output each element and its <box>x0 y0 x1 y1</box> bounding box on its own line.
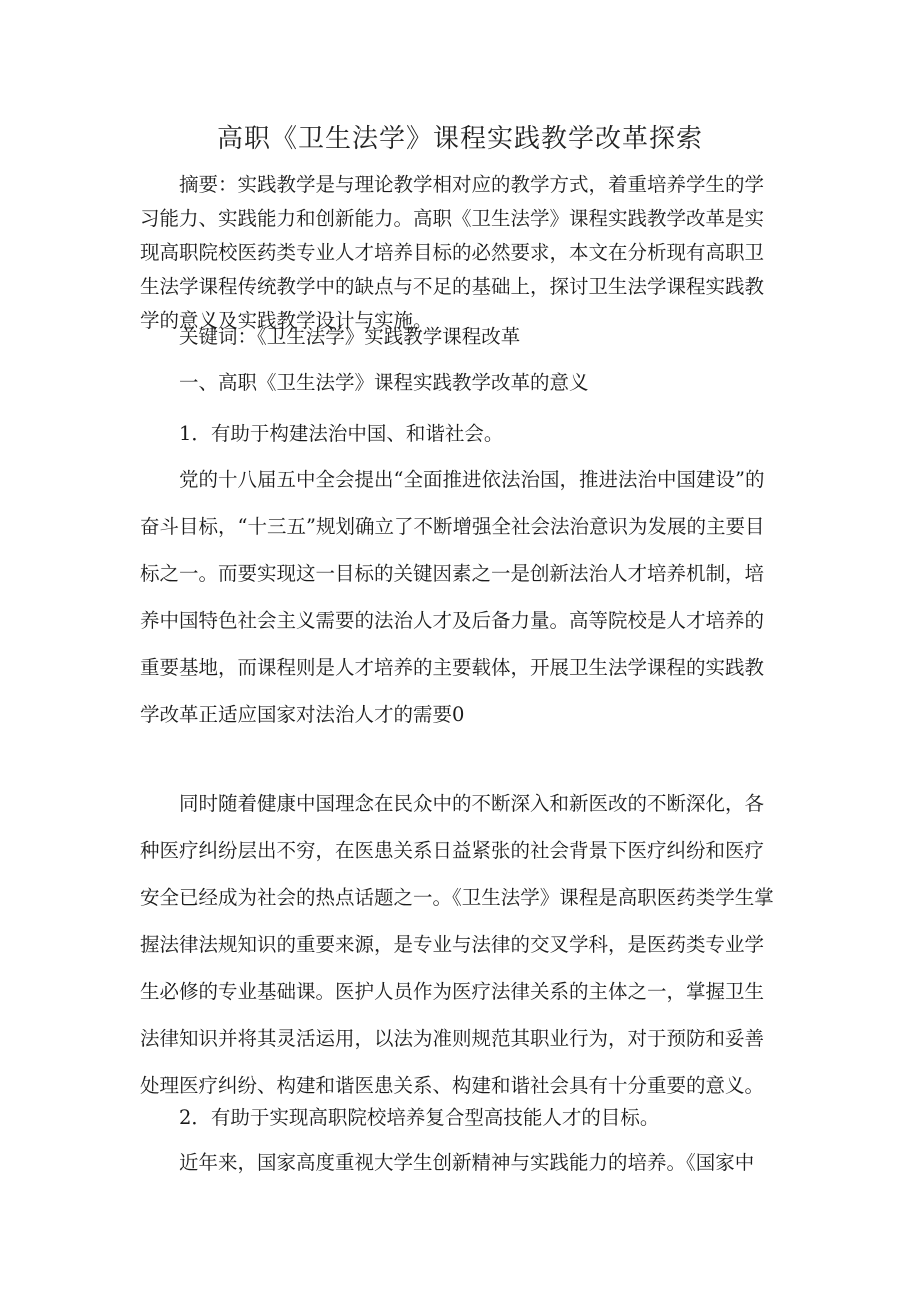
subsection-1-heading: 1．有助于构建法治中国、和谐社会。 <box>179 422 504 445</box>
abstract-paragraph: 摘要：实践教学是与理论教学相对应的教学方式，着重培养学生的学习能力、实践能力和创新能力。高职《卫生法学》课程实践教学改革是实现高职院校医药类专业人才培养目标的必然要求，本文在分析现有高职卫生法学课程传统教学中的缺点与不足的基础上，探讨卫生法学课程实践教学的意义及实践教学设计与实施。 <box>140 173 765 332</box>
keywords-line: 关键词：《卫生法学》实践教学课程改革 <box>179 325 521 348</box>
subsection-2-heading: 2．有助于实现高职院校培养复合型高技能人才的目标。 <box>179 1106 660 1129</box>
body-paragraph-2: 同时随着健康中国理念在民众中的不断深入和新医改的不断深化，各种医疗纠纷层出不穷，在医患关系日益紧张的社会背景下医疗纠纷和医疗安全已经成为社会的热点话题之一。《卫生法学》课程是高职医药类学生掌握法律法规知识的重要来源，是专业与法律的交叉学科，是医药类专业学生必修的专业基础课。医护人员作为医疗法律关系的主体之一，掌握卫生法律知识并将其灵活运用，以法为准则规范其职业行为，对于预防和妥善处理医疗纠纷、构建和谐医患关系、构建和谐社会具有十分重要的意义。 <box>140 792 774 1097</box>
section-1-heading: 一、高职《卫生法学》课程实践教学改革的意义 <box>179 371 589 394</box>
body-paragraph-3: 近年来，国家高度重视大学生创新精神与实践能力的培养。《国家中 <box>179 1151 755 1174</box>
document-title: 高职《卫生法学》课程实践教学改革探索 <box>216 124 703 154</box>
body-paragraph-1: 党的十八届五中全会提出“全面推进依法治国，推进法治中国建设”的奋斗目标，“十三五”规划确立了不断增强全社会法治意识为发展的主要目标之一。而要实现这一目标的关键因素之一是创新法治人才培养机制，培养中国特色社会主义需要的法治人才及后备力量。高等院校是人才培养的重要基地，而课程则是人才培养的主要载体，开展卫生法学课程的实践教学改革正适应国家对法治人才的需要0 <box>140 468 765 726</box>
